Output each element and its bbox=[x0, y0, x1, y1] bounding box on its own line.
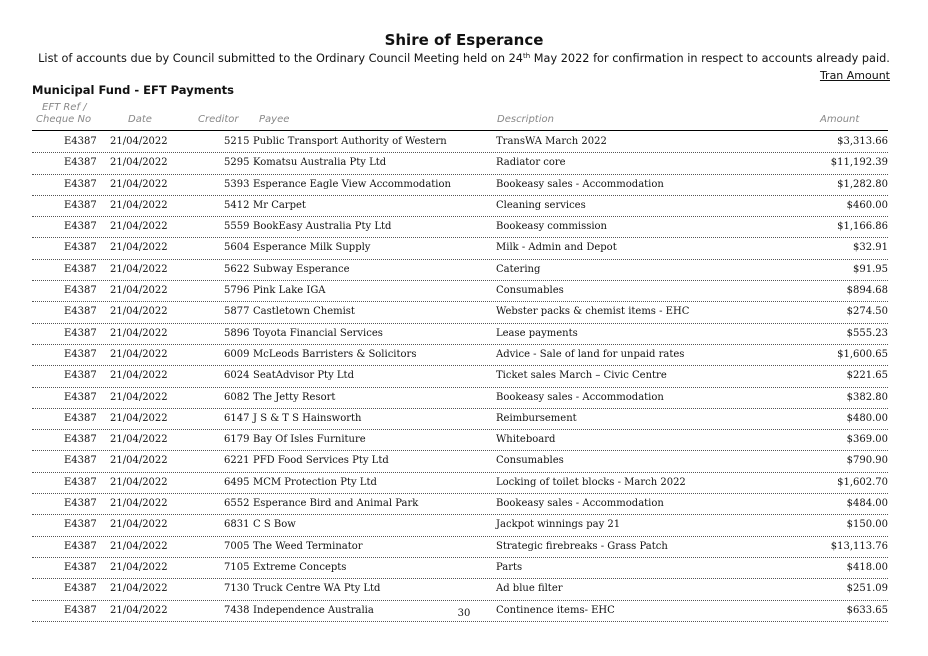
column-header-ref-line2: Cheque No bbox=[36, 114, 92, 125]
description-cell: Bookeasy sales - Accommodation bbox=[496, 498, 664, 510]
description-cell: Radiator core bbox=[496, 157, 566, 169]
table-row bbox=[32, 430, 888, 451]
creditor-cell: 5622 bbox=[224, 263, 250, 275]
amount-cell: $555.23 bbox=[846, 327, 888, 339]
ref-cell: E4387 bbox=[64, 221, 97, 233]
column-header-ref-line1: EFT Ref / bbox=[42, 102, 87, 113]
creditor-cell: 5295 bbox=[224, 157, 250, 169]
table-row bbox=[32, 302, 888, 323]
table-row bbox=[32, 238, 888, 259]
description-cell: Jackpot winnings pay 21 bbox=[496, 519, 621, 531]
amount-cell: $480.00 bbox=[846, 412, 888, 424]
amount-cell: $894.68 bbox=[846, 285, 888, 297]
description-cell: Ticket sales March – Civic Centre bbox=[496, 370, 667, 382]
ref-cell: E4387 bbox=[64, 498, 97, 510]
creditor-cell: 5877 bbox=[224, 306, 250, 318]
amount-cell: $13,113.76 bbox=[830, 540, 888, 552]
ref-cell: E4387 bbox=[64, 540, 97, 552]
column-header-description: Description bbox=[497, 114, 554, 125]
ref-cell: E4387 bbox=[64, 476, 97, 488]
table-row bbox=[32, 132, 888, 153]
table-row bbox=[32, 217, 888, 238]
subtitle-text-post: May 2022 for confirmation in respect to accounts already paid. bbox=[530, 52, 890, 65]
subtitle-text-pre: List of accounts due by Council submitted to the Ordinary Council Meeting held on 24 bbox=[38, 52, 523, 65]
date-cell: 21/04/2022 bbox=[110, 370, 168, 382]
amount-cell: $91.95 bbox=[853, 263, 888, 275]
creditor-cell: 6495 bbox=[224, 476, 250, 488]
ref-cell: E4387 bbox=[64, 327, 97, 339]
date-cell: 21/04/2022 bbox=[110, 412, 168, 424]
amount-cell: $790.90 bbox=[846, 455, 888, 467]
date-cell: 21/04/2022 bbox=[110, 561, 168, 573]
amount-cell: $1,166.86 bbox=[837, 221, 888, 233]
creditor-cell: 5896 bbox=[224, 327, 250, 339]
amount-cell: $274.50 bbox=[846, 306, 888, 318]
date-cell: 21/04/2022 bbox=[110, 540, 168, 552]
payee-cell: Extreme Concepts bbox=[253, 561, 347, 573]
creditor-cell: 7105 bbox=[224, 561, 250, 573]
payee-cell: McLeods Barristers & Solicitors bbox=[253, 348, 417, 360]
payee-cell: Mr Carpet bbox=[253, 199, 306, 211]
date-cell: 21/04/2022 bbox=[110, 391, 168, 403]
creditor-cell: 5412 bbox=[224, 199, 250, 211]
table-row bbox=[32, 324, 888, 345]
payee-cell: Toyota Financial Services bbox=[253, 327, 383, 339]
payee-cell: J S & T S Hainsworth bbox=[253, 412, 362, 424]
payee-cell: Bay Of Isles Furniture bbox=[253, 434, 366, 446]
date-cell: 21/04/2022 bbox=[110, 498, 168, 510]
amount-cell: $11,192.39 bbox=[830, 157, 888, 169]
table-row bbox=[32, 537, 888, 558]
date-cell: 21/04/2022 bbox=[110, 327, 168, 339]
payee-cell: C S Bow bbox=[253, 519, 296, 531]
table-row bbox=[32, 175, 888, 196]
ref-cell: E4387 bbox=[64, 157, 97, 169]
description-cell: Continence items- EHC bbox=[496, 604, 615, 616]
payee-cell: Public Transport Authority of Western bbox=[253, 136, 447, 147]
date-cell: 21/04/2022 bbox=[110, 476, 168, 488]
ref-cell: E4387 bbox=[64, 583, 97, 595]
creditor-cell: 6147 bbox=[224, 412, 250, 424]
amount-cell: $633.65 bbox=[846, 604, 888, 616]
date-cell: 21/04/2022 bbox=[110, 285, 168, 297]
description-cell: Bookeasy sales - Accommodation bbox=[496, 391, 664, 403]
description-cell: Strategic firebreaks - Grass Patch bbox=[496, 540, 668, 552]
creditor-cell: 6221 bbox=[224, 455, 250, 467]
ref-cell: E4387 bbox=[64, 455, 97, 467]
description-cell: Whiteboard bbox=[496, 434, 556, 446]
amount-cell: $1,600.65 bbox=[837, 348, 888, 360]
table-row bbox=[32, 153, 888, 174]
ref-cell: E4387 bbox=[64, 136, 97, 147]
payee-cell: Truck Centre WA Pty Ltd bbox=[253, 583, 381, 595]
ref-cell: E4387 bbox=[64, 306, 97, 318]
description-cell: Milk - Admin and Depot bbox=[496, 242, 617, 254]
payee-cell: Independence Australia bbox=[253, 604, 374, 616]
ref-cell: E4387 bbox=[64, 242, 97, 254]
date-cell: 21/04/2022 bbox=[110, 434, 168, 446]
amount-cell: $3,313.66 bbox=[837, 136, 888, 147]
amount-cell: $221.65 bbox=[846, 370, 888, 382]
creditor-cell: 7438 bbox=[224, 604, 250, 616]
column-header-creditor: Creditor bbox=[198, 114, 239, 125]
creditor-cell: 5393 bbox=[224, 178, 250, 190]
document-title: Shire of Esperance bbox=[384, 31, 544, 49]
payee-cell: SeatAdvisor Pty Ltd bbox=[253, 370, 354, 382]
payee-cell: The Weed Terminator bbox=[253, 540, 363, 552]
amount-cell: $1,282.80 bbox=[837, 178, 888, 190]
header-rule bbox=[32, 130, 888, 131]
section-heading: Municipal Fund - EFT Payments bbox=[32, 83, 235, 97]
description-cell: Advice - Sale of land for unpaid rates bbox=[496, 348, 685, 360]
ref-cell: E4387 bbox=[64, 412, 97, 424]
amount-cell: $484.00 bbox=[846, 498, 888, 510]
ref-cell: E4387 bbox=[64, 391, 97, 403]
date-cell: 21/04/2022 bbox=[110, 604, 168, 616]
ref-cell: E4387 bbox=[64, 348, 97, 360]
date-cell: 21/04/2022 bbox=[110, 242, 168, 254]
column-header-payee: Payee bbox=[259, 114, 290, 125]
ref-cell: E4387 bbox=[64, 285, 97, 297]
amount-cell: $369.00 bbox=[846, 434, 888, 446]
description-cell: Consumables bbox=[496, 285, 564, 297]
date-cell: 21/04/2022 bbox=[110, 348, 168, 360]
table-row bbox=[32, 260, 888, 281]
payments-table bbox=[32, 132, 888, 622]
table-row bbox=[32, 388, 888, 409]
amount-cell: $418.00 bbox=[846, 561, 888, 573]
ref-cell: E4387 bbox=[64, 370, 97, 382]
table-row bbox=[32, 515, 888, 536]
table-row bbox=[32, 473, 888, 494]
table-row bbox=[32, 281, 888, 302]
table-row bbox=[32, 196, 888, 217]
description-cell: Catering bbox=[496, 263, 541, 275]
creditor-cell: 6009 bbox=[224, 348, 250, 360]
table-row bbox=[32, 558, 888, 579]
amount-cell: $382.80 bbox=[846, 391, 888, 403]
description-cell: Consumables bbox=[496, 455, 564, 467]
amount-cell: $460.00 bbox=[846, 199, 888, 211]
payee-cell: BookEasy Australia Pty Ltd bbox=[253, 221, 392, 233]
page-number: 30 bbox=[457, 608, 471, 619]
creditor-cell: 7130 bbox=[224, 583, 250, 595]
date-cell: 21/04/2022 bbox=[110, 306, 168, 318]
description-cell: Ad blue filter bbox=[496, 583, 563, 595]
date-cell: 21/04/2022 bbox=[110, 136, 168, 147]
payee-cell: The Jetty Resort bbox=[253, 391, 336, 403]
table-row bbox=[32, 409, 888, 430]
date-cell: 21/04/2022 bbox=[110, 157, 168, 169]
table-row bbox=[32, 494, 888, 515]
payee-cell: Esperance Milk Supply bbox=[253, 242, 371, 254]
table-row bbox=[32, 451, 888, 472]
amount-cell: $32.91 bbox=[853, 242, 888, 254]
amount-cell: $251.09 bbox=[846, 583, 888, 595]
column-header-amount: Amount bbox=[820, 114, 860, 125]
description-cell: Bookeasy commission bbox=[496, 221, 607, 233]
column-header-date: Date bbox=[128, 114, 152, 125]
date-cell: 21/04/2022 bbox=[110, 221, 168, 233]
payee-cell: MCM Protection Pty Ltd bbox=[253, 476, 377, 488]
date-cell: 21/04/2022 bbox=[110, 583, 168, 595]
table-row bbox=[32, 579, 888, 600]
description-cell: Reimbursement bbox=[496, 412, 577, 424]
ref-cell: E4387 bbox=[64, 561, 97, 573]
description-cell: Locking of toilet blocks - March 2022 bbox=[496, 476, 686, 488]
payee-cell: Esperance Eagle View Accommodation bbox=[253, 178, 451, 190]
amount-cell: $150.00 bbox=[846, 519, 888, 531]
description-cell: Webster packs & chemist items - EHC bbox=[496, 306, 690, 318]
payee-cell: PFD Food Services Pty Ltd bbox=[253, 455, 389, 467]
payee-cell: Castletown Chemist bbox=[253, 306, 355, 318]
date-cell: 21/04/2022 bbox=[110, 178, 168, 190]
ref-cell: E4387 bbox=[64, 519, 97, 531]
payee-cell: Komatsu Australia Pty Ltd bbox=[253, 157, 387, 169]
creditor-cell: 5604 bbox=[224, 242, 250, 254]
creditor-cell: 6831 bbox=[224, 519, 250, 531]
description-cell: Bookeasy sales - Accommodation bbox=[496, 178, 664, 190]
amount-cell: $1,602.70 bbox=[837, 476, 888, 488]
payee-cell: Esperance Bird and Animal Park bbox=[253, 498, 419, 510]
creditor-cell: 5796 bbox=[224, 285, 250, 297]
payee-cell: Pink Lake IGA bbox=[253, 285, 326, 297]
creditor-cell: 7005 bbox=[224, 540, 250, 552]
ref-cell: E4387 bbox=[64, 178, 97, 190]
creditor-cell: 5215 bbox=[224, 136, 250, 147]
ref-cell: E4387 bbox=[64, 263, 97, 275]
ref-cell: E4387 bbox=[64, 604, 97, 616]
ref-cell: E4387 bbox=[64, 434, 97, 446]
description-cell: Lease payments bbox=[496, 327, 578, 339]
description-cell: Cleaning services bbox=[496, 199, 586, 211]
tran-amount-label: Tran Amount bbox=[819, 69, 890, 82]
table-row bbox=[32, 366, 888, 387]
document-subtitle bbox=[0, 52, 928, 65]
date-cell: 21/04/2022 bbox=[110, 199, 168, 211]
date-cell: 21/04/2022 bbox=[110, 455, 168, 467]
payee-cell: Subway Esperance bbox=[253, 263, 350, 275]
subtitle-superscript: th bbox=[523, 52, 531, 60]
creditor-cell: 6552 bbox=[224, 498, 250, 510]
description-cell: TransWA March 2022 bbox=[496, 136, 607, 147]
description-cell: Parts bbox=[496, 561, 523, 573]
date-cell: 21/04/2022 bbox=[110, 519, 168, 531]
ref-cell: E4387 bbox=[64, 199, 97, 211]
table-row bbox=[32, 345, 888, 366]
creditor-cell: 6082 bbox=[224, 391, 250, 403]
creditor-cell: 6024 bbox=[224, 370, 250, 382]
creditor-cell: 6179 bbox=[224, 434, 250, 446]
date-cell: 21/04/2022 bbox=[110, 263, 168, 275]
creditor-cell: 5559 bbox=[224, 221, 250, 233]
